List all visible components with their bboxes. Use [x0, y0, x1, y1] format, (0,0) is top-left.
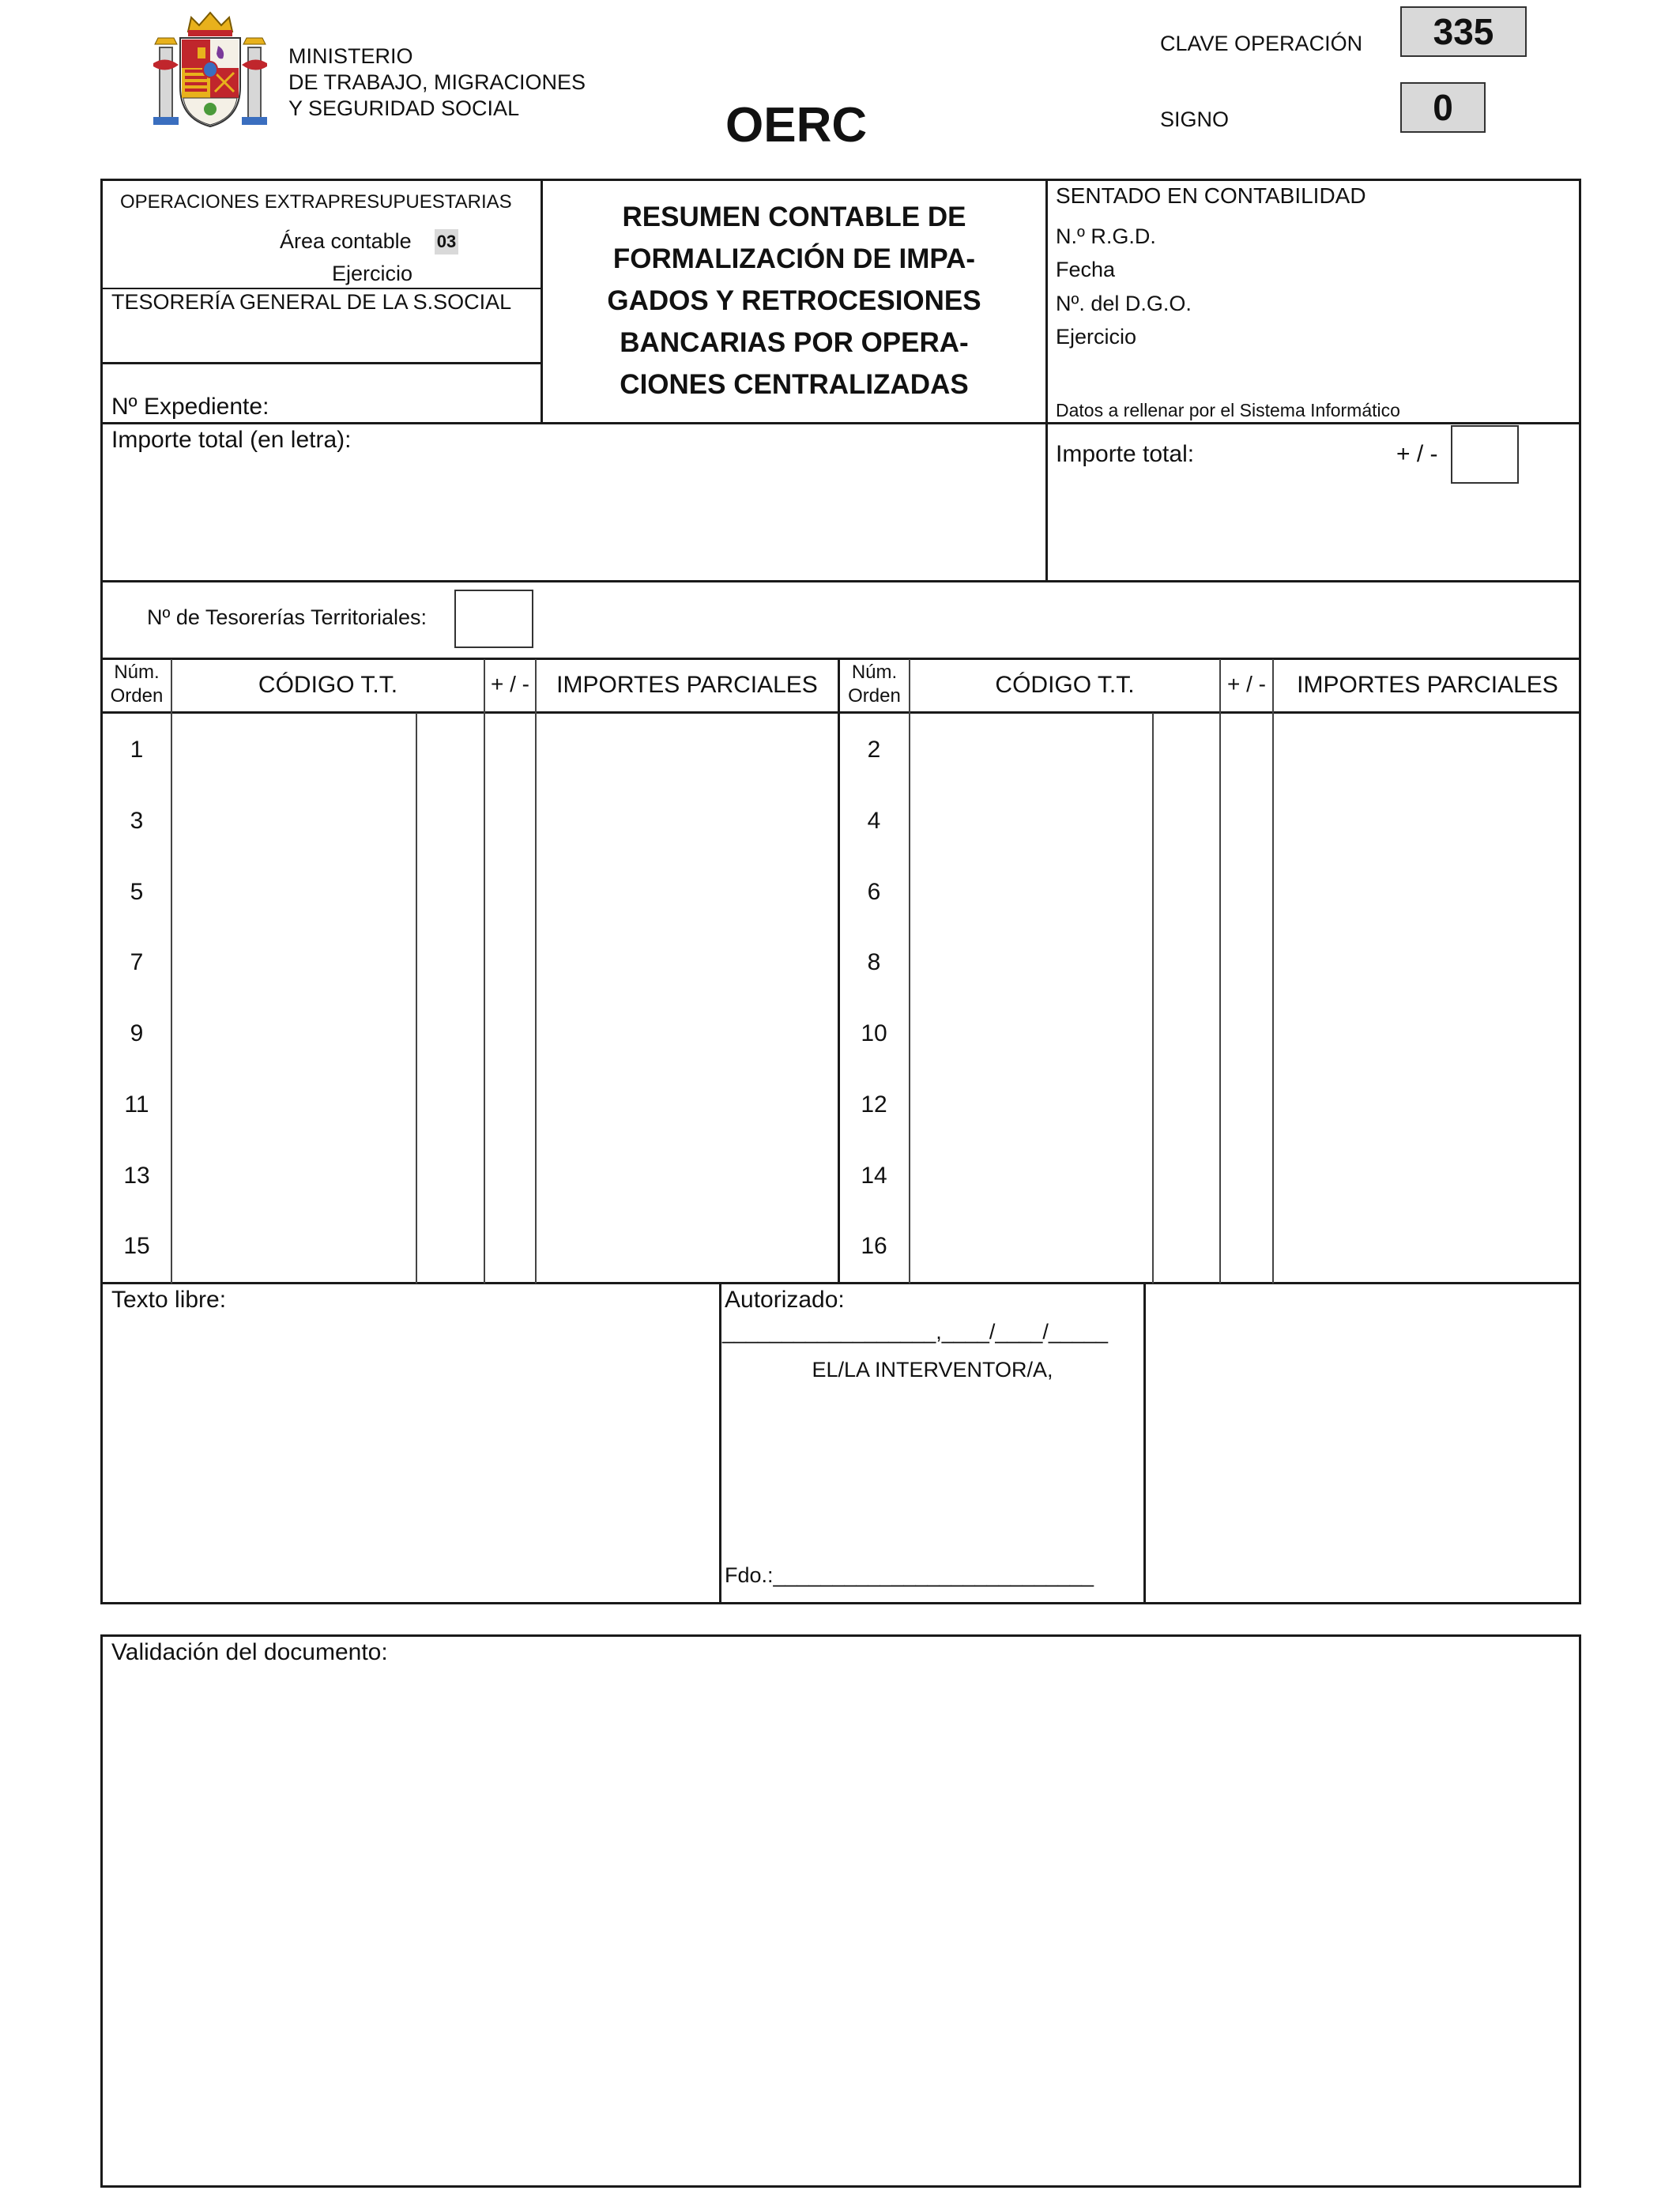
clave-operacion-value: 335 — [1400, 6, 1527, 57]
rgd-label: N.º R.G.D. — [1056, 224, 1156, 248]
form-title-line-4: BANCARIAS POR OPERA- — [620, 327, 969, 358]
num-orden-header-left-2: Orden — [110, 685, 164, 707]
tesorerias-box[interactable] — [454, 590, 533, 648]
autorizado-label: Autorizado: — [725, 1287, 845, 1313]
ejercicio-label: Ejercicio — [332, 262, 413, 285]
importe-total-label: Importe total: — [1056, 441, 1195, 467]
row-number: 6 — [867, 879, 881, 905]
row-number: 13 — [123, 1163, 150, 1189]
num-orden-header-left — [103, 661, 171, 708]
form-title-line-3: GADOS Y RETROCESIONES — [607, 285, 981, 316]
codigo-header-right: CÓDIGO T.T. — [995, 672, 1135, 698]
ministry-line-1: MINISTERIO — [288, 44, 413, 68]
area-contable-label: Área contable — [280, 229, 412, 253]
num-orden-header-right-2: Orden — [848, 685, 901, 707]
sistema-note: Datos a rellenar por el Sistema Informático — [1056, 400, 1400, 420]
autorizado-date-line: __________________,____/____/_____ — [722, 1320, 1109, 1344]
signo-value: 0 — [1400, 82, 1486, 133]
tesoreria-label: TESORERÍA GENERAL DE LA S.SOCIAL — [111, 290, 512, 314]
row-number: 9 — [130, 1020, 144, 1046]
document-code: OERC — [725, 98, 868, 153]
row-number: 2 — [867, 737, 881, 763]
operaciones-label: OPERACIONES EXTRAPRESUPUESTARIAS — [120, 191, 512, 213]
interventor-label: EL/LA INTERVENTOR/A, — [812, 1358, 1053, 1382]
sign-header-right: + / - — [1226, 672, 1266, 696]
sentado-label: SENTADO EN CONTABILIDAD — [1056, 183, 1366, 208]
row-number: 12 — [861, 1091, 887, 1118]
row-number: 15 — [123, 1233, 150, 1259]
coat-of-arms-icon — [152, 8, 269, 130]
row-number: 10 — [861, 1020, 887, 1046]
row-number: 4 — [867, 808, 881, 834]
row-number: 3 — [130, 808, 144, 834]
dgo-label: Nº. del D.G.O. — [1056, 292, 1192, 315]
row-number: 5 — [130, 879, 144, 905]
importe-sign-label: + / - — [1396, 441, 1438, 467]
row-number: 11 — [124, 1091, 149, 1118]
row-number: 16 — [861, 1233, 887, 1259]
signo-label: SIGNO — [1160, 107, 1230, 131]
tesorerias-label: Nº de Tesorerías Territoriales: — [147, 605, 428, 629]
validacion-label: Validación del documento: — [111, 1639, 388, 1665]
texto-libre-label: Texto libre: — [111, 1287, 227, 1313]
form-title-line-5: CIONES CENTRALIZADAS — [620, 369, 969, 400]
form-title-line-2: FORMALIZACIÓN DE IMPA- — [612, 243, 976, 274]
importe-letra-label: Importe total (en letra): — [111, 427, 352, 453]
row-number: 1 — [130, 737, 144, 763]
num-orden-header-left-1: Núm. — [114, 662, 160, 683]
form-title — [543, 196, 1045, 405]
form-title-line-1: RESUMEN CONTABLE DE — [622, 202, 966, 232]
right-ejercicio-label: Ejercicio — [1056, 325, 1137, 349]
clave-operacion-label: CLAVE OPERACIÓN — [1160, 32, 1363, 55]
sign-header-left: + / - — [490, 672, 529, 696]
importes-header-left: IMPORTES PARCIALES — [556, 672, 818, 698]
area-contable-value: 03 — [435, 229, 458, 254]
row-number: 14 — [861, 1163, 887, 1189]
row-number: 8 — [867, 949, 881, 975]
ministry-line-3: Y SEGURIDAD SOCIAL — [288, 96, 520, 120]
row-number: 7 — [130, 949, 144, 975]
importe-sign-box[interactable] — [1451, 425, 1519, 484]
num-orden-header-right — [840, 661, 909, 708]
codigo-header-left: CÓDIGO T.T. — [258, 672, 398, 698]
validacion-frame — [100, 1634, 1581, 2188]
ministry-line-2: DE TRABAJO, MIGRACIONES — [288, 70, 586, 94]
importes-header-right: IMPORTES PARCIALES — [1297, 672, 1558, 698]
firma-line: Fdo.:___________________________ — [725, 1563, 1094, 1587]
expediente-label: Nº Expediente: — [111, 394, 269, 420]
num-orden-header-right-1: Núm. — [851, 662, 898, 683]
fecha-label: Fecha — [1056, 258, 1116, 281]
